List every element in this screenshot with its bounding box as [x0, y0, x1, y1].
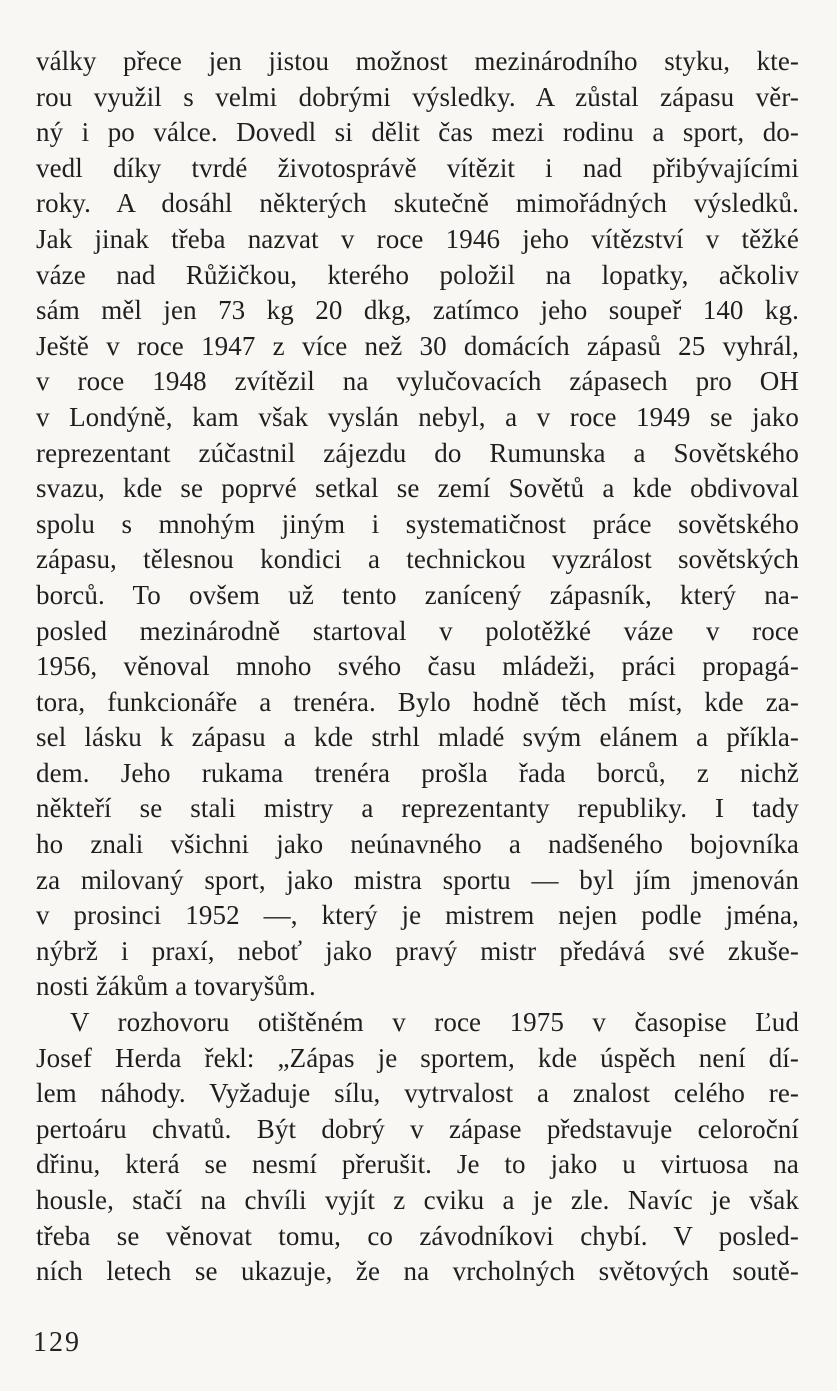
text-line-27: nosti žákům a tovaryšům.: [36, 971, 316, 1002]
text-line-32: dřinu, která se nesmí přerušit. Je to jako u virtuosa na: [36, 1149, 799, 1180]
text-line-28: V rozhovoru otištěném v roce 1975 v časopise Ľud: [70, 1007, 799, 1038]
text-line-3: ný i po válce. Dovedl si dělit čas mezi rodinu a sport, do-: [36, 117, 799, 148]
page-number: 129: [33, 1327, 81, 1358]
text-line-25: v prosinci 1952 —, který je mistrem nejen podle jména,: [36, 900, 799, 931]
text-line-8: sám měl jen 73 kg 20 dkg, zatímco jeho soupeř 140 kg.: [36, 295, 799, 326]
text-line-5: roky. A dosáhl některých skutečně mimořádných výsledků.: [36, 188, 799, 219]
text-line-12: reprezentant zúčastnil zájezdu do Rumunska a Sovětského: [36, 437, 799, 468]
text-line-6: Jak jinak třeba nazvat v roce 1946 jeho vítězství v těžké: [36, 223, 799, 254]
text-line-9: Ještě v roce 1947 z více než 30 domácích zápasů 25 vyhrál,: [36, 330, 799, 361]
text-line-29: Josef Herda řekl: „Zápas je sportem, kde úspěch není dí-: [36, 1042, 799, 1073]
text-line-34: třeba se věnovat tomu, co závodníkovi chybí. V posled-: [36, 1220, 799, 1251]
text-line-15: zápasu, tělesnou kondici a technickou vyzrálost sovětských: [36, 544, 799, 575]
text-line-31: pertoáru chvatů. Být dobrý v zápase představuje celoroční: [36, 1113, 799, 1144]
text-line-21: dem. Jeho rukama trenéra prošla řada borců, z nichž: [36, 757, 799, 788]
text-line-11: v Londýně, kam však vyslán nebyl, a v roce 1949 se jako: [36, 401, 799, 432]
text-line-13: svazu, kde se poprvé setkal se zemí Sovětů a kde obdivoval: [36, 473, 799, 504]
text-line-18: 1956, věnoval mnoho svého času mládeži, práci propagá-: [36, 651, 799, 682]
text-line-33: housle, stačí na chvíli vyjít z cviku a je zle. Navíc je však: [36, 1185, 799, 1215]
text-line-30: lem náhody. Vyžaduje sílu, vytrvalost a znalost celého re-: [36, 1078, 799, 1109]
text-line-24: za milovaný sport, jako mistra sportu — byl jím jmenován: [36, 864, 799, 895]
text-line-10: v roce 1948 zvítězil na vylučovacích zápasech pro OH: [36, 366, 799, 397]
text-line-1: války přece jen jistou možnost mezinárodního styku, kte-: [36, 46, 799, 76]
body-text: [36, 44, 799, 1290]
text-line-22: někteří se stali mistry a reprezentanty republiky. I tady: [36, 793, 799, 824]
text-line-35: ních letech se ukazuje, že na vrcholných světových soutě-: [36, 1256, 799, 1287]
text-line-20: sel lásku k zápasu a kde strhl mladé svým elánem a příkla-: [36, 722, 799, 753]
text-line-17: posled mezinárodně startoval v polotěžké váze v roce: [36, 615, 799, 646]
text-line-23: ho znali všichni jako neúnavného a nadšeného bojovníka: [36, 829, 799, 860]
text-line-26: nýbrž i praxí, neboť jako pravý mistr předává své zkuše-: [36, 935, 799, 966]
text-line-2: rou využil s velmi dobrými výsledky. A zůstal zápasu věr-: [36, 81, 799, 112]
text-line-16: borců. To ovšem už tento zanícený zápasník, který na-: [36, 579, 799, 610]
text-line-19: tora, funkcionáře a trenéra. Bylo hodně těch míst, kde za-: [36, 686, 799, 717]
text-line-7: váze nad Růžičkou, kterého položil na lopatky, ačkoliv: [36, 259, 799, 290]
text-line-14: spolu s mnohým jiným i systematičnost práce sovětského: [36, 508, 799, 539]
text-line-4: vedl díky tvrdé životosprávě vítězit i nad přibývajícími: [36, 152, 799, 183]
